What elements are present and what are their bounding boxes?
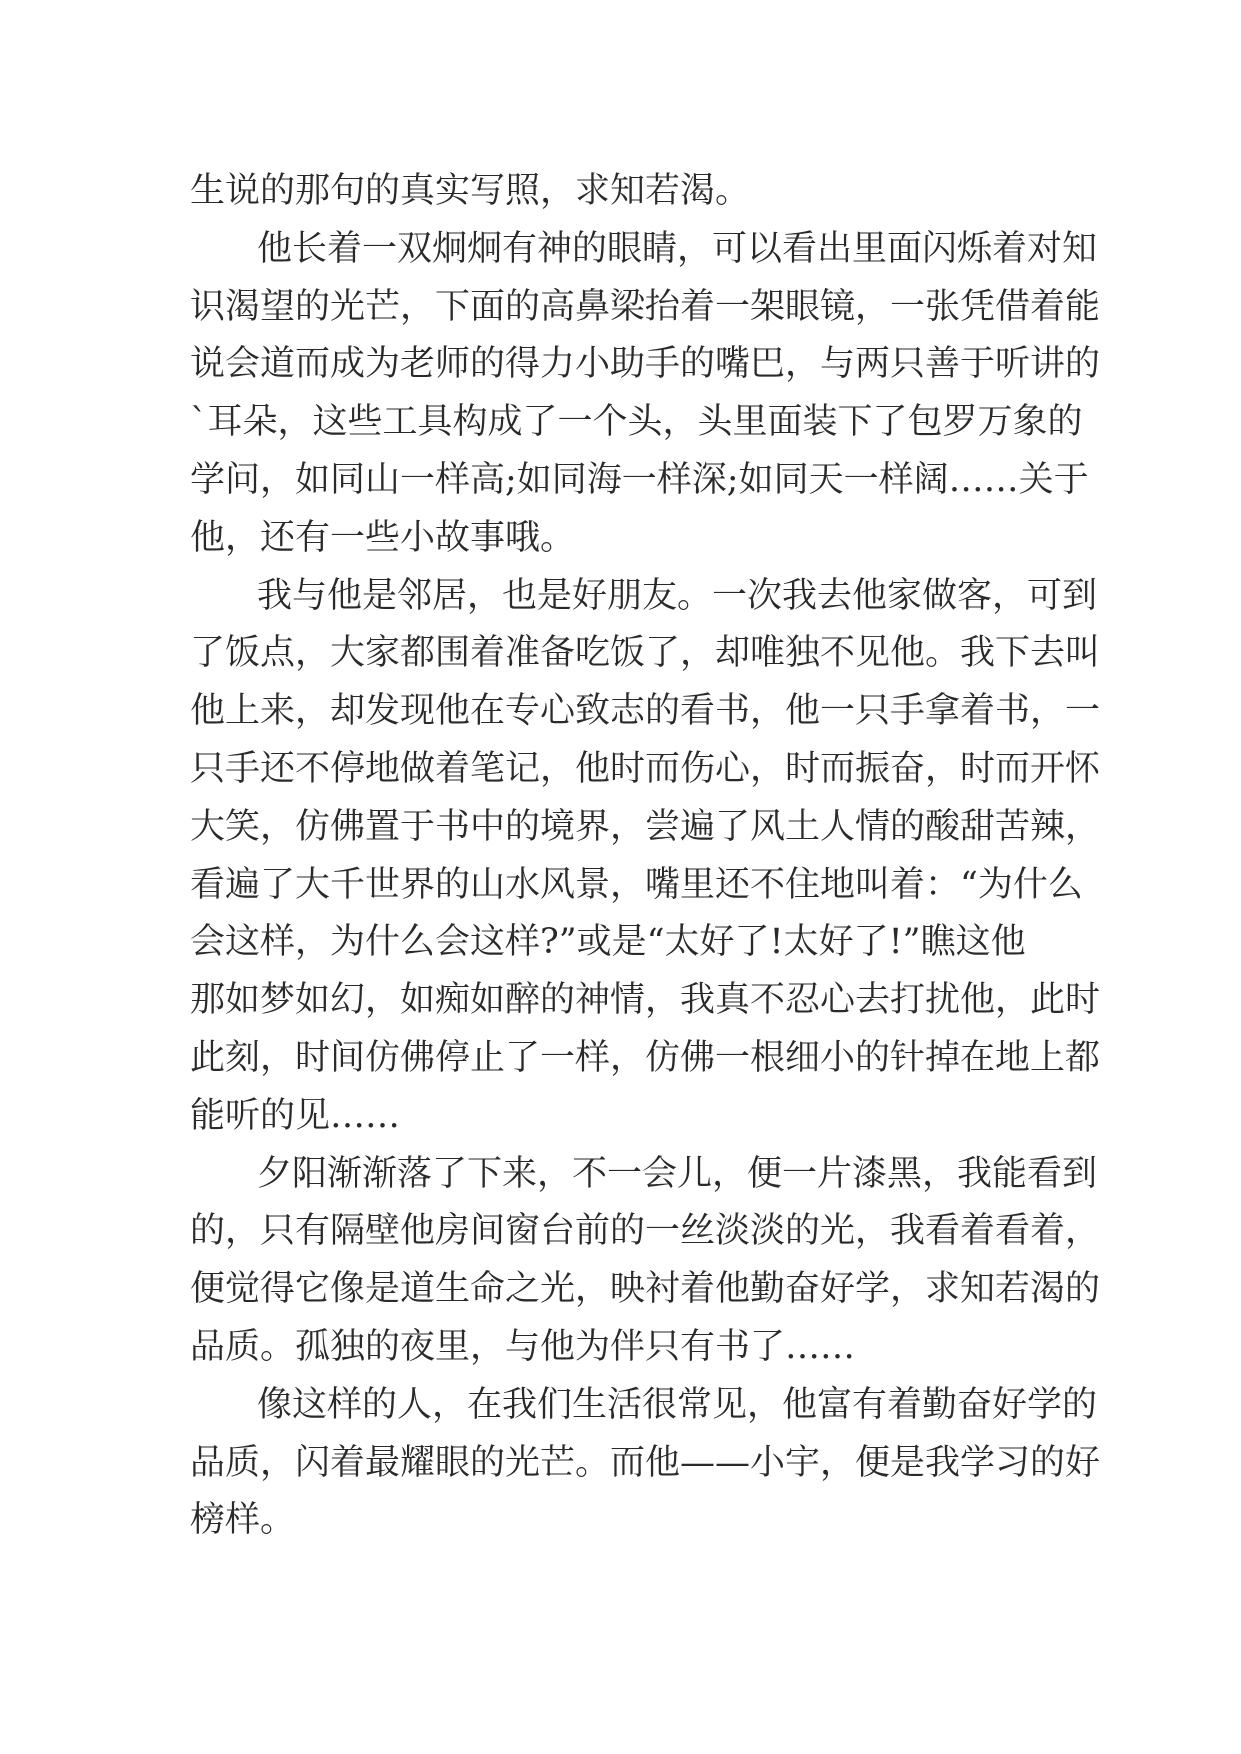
paragraph (190, 163, 1058, 221)
text-line: 的，只有隔壁他房间窗台前的一丝淡淡的光，我看着看着， (190, 1211, 1101, 1252)
text-line: 便觉得它像是道生命之光，映衬着他勤奋好学，求知若渴的 (190, 1269, 1101, 1310)
text-line: 那如梦如幻，如痴如醉的神情，我真不忍心去打扰他，此时 (190, 980, 1101, 1021)
text-line: 大笑，仿佛置于书中的境界，尝遍了风土人情的酸甜苦辣， (190, 806, 1101, 847)
text-line: 他上来，却发现他在专心致志的看书，他一只手拿着书，一 (190, 691, 1101, 732)
text-line: 会这样，为什么会这样?”或是“太好了!太好了!”瞧这他 (190, 922, 1026, 963)
paragraph (190, 1377, 1101, 1550)
text-line: 能听的见…… (190, 1095, 401, 1136)
text-line: 榜样。 (190, 1500, 296, 1541)
text-line: 像这样的人，在我们生活很常见，他富有着勤奋好学的 (257, 1384, 1098, 1425)
text-line: 品质。孤独的夜里，与他为伴只有书了…… (190, 1326, 856, 1367)
text-line: 品质，闪着最耀眼的光芒。而他——小宇，便是我学习的好 (190, 1442, 1101, 1483)
essay-body (190, 163, 1101, 1550)
text-line: 识渴望的光芒，下面的高鼻梁抬着一架眼镜，一张凭借着能 (190, 286, 1101, 327)
text-line: 只手还不停地做着笔记，他时而伤心，时而振奋，时而开怀 (190, 748, 1101, 789)
text-line: `耳朵，这些工具构成了一个头，头里面装下了包罗万象的 (190, 402, 1083, 443)
paragraph (190, 568, 1101, 1146)
text-line: 我与他是邻居，也是好朋友。一次我去他家做客，可到 (257, 575, 1098, 616)
paragraph (190, 221, 1101, 568)
text-line: 此刻，时间仿佛停止了一样，仿佛一根细小的针掉在地上都 (190, 1037, 1101, 1078)
text-line: 说会道而成为老师的得力小助手的嘴巴，与两只善于听讲的 (190, 344, 1101, 385)
text-line: 了饭点，大家都围着准备吃饭了，却唯独不见他。我下去叫 (190, 633, 1101, 674)
text-line: 学问，如同山一样高;如同海一样深;如同天一样阔……关于 (190, 459, 1089, 500)
text-line: 夕阳渐渐落了下来，不一会儿，便一片漆黑，我能看到 (257, 1153, 1098, 1194)
text-line: 他长着一双炯炯有神的眼睛，可以看出里面闪烁着对知 (257, 228, 1098, 269)
text-line: 他，还有一些小故事哦。 (190, 517, 576, 558)
text-line: 生说的那句的真实写照，求知若渴。 (190, 171, 751, 211)
text-line: 看遍了大千世界的山水风景，嘴里还不住地叫着：“为什么 (190, 864, 1083, 905)
paragraph (190, 1146, 1101, 1377)
